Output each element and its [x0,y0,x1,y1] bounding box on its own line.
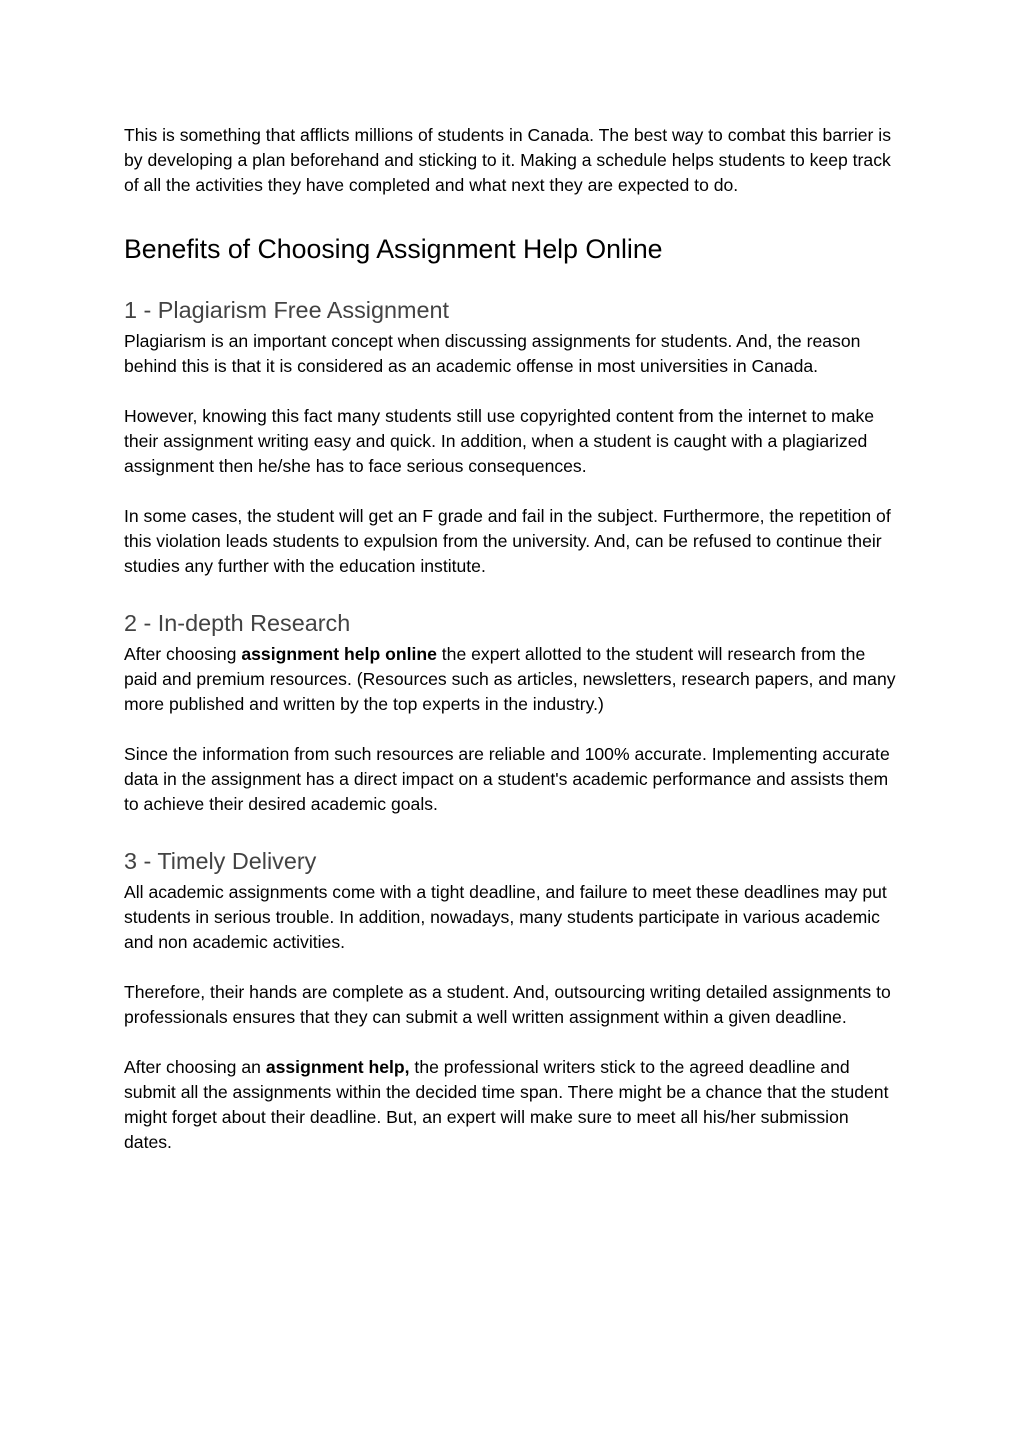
document-page [124,123,900,1155]
research-p1-text-start: After choosing [124,644,242,664]
plagiarism-paragraph-1: Plagiarism is an important concept when discussing assignments for students. And, the reason behind this is that it is considered as an academic offense in most universities in Canada. [124,331,861,376]
research-p1-text-end: the expert allotted to the student will research from the paid and premium resources. (Resources such as articles, newsletters, research papers, and many more published and written by the top experts in the industry.) [124,644,896,714]
research-paragraph-2: Since the information from such resources are reliable and 100% accurate. Implementing accurate data in the assignment has a direct impact on a student's academic performance and assists them to achieve their desired academic goals. [124,744,890,814]
plagiarism-paragraph-3: In some cases, the student will get an F grade and fail in the subject. Furthermore, the repetition of this violation leads students to expulsion from the university. And, can be refused to continue their studies any further with the education institute. [124,506,891,576]
main-heading: Benefits of Choosing Assignment Help Online [124,234,663,264]
section-heading-research: 2 - In-depth Research [124,610,351,636]
delivery-p3-text-end: the professional writers stick to the agreed deadline and submit all the assignments within the decided time span. There might be a chance that the student might forget about their deadline. But, an expert will make sure to meet all his/her submission dates. [124,1057,889,1152]
section-heading-plagiarism: 1 - Plagiarism Free Assignment [124,297,449,323]
delivery-p3-text-start: After choosing an [124,1057,266,1077]
delivery-paragraph-3 [124,1055,900,1155]
section-heading-delivery: 3 - Timely Delivery [124,848,317,874]
plagiarism-paragraph-2: However, knowing this fact many students still use copyrighted content from the internet to make their assignment writing easy and quick. In addition, when a student is caught with a plagiarized assignment then he/she has to face serious consequences. [124,406,875,476]
research-paragraph-1 [124,642,900,717]
delivery-paragraph-2: Therefore, their hands are complete as a student. And, outsourcing writing detailed assignments to professionals ensures that they can submit a well written assignment within a given deadline. [124,982,891,1027]
intro-paragraph: This is something that afflicts millions of students in Canada. The best way to combat this barrier is by developing a plan beforehand and sticking to it. Making a schedule helps students to keep track of all the activities they have completed and what next they are expected to do. [124,125,891,195]
delivery-paragraph-1: All academic assignments come with a tight deadline, and failure to meet these deadlines may put students in serious trouble. In addition, nowadays, many students participate in various academic and non academic activities. [124,882,887,952]
delivery-p3-bold-phrase: assignment help, [265,1057,410,1077]
research-p1-bold-phrase: assignment help online [241,644,437,664]
